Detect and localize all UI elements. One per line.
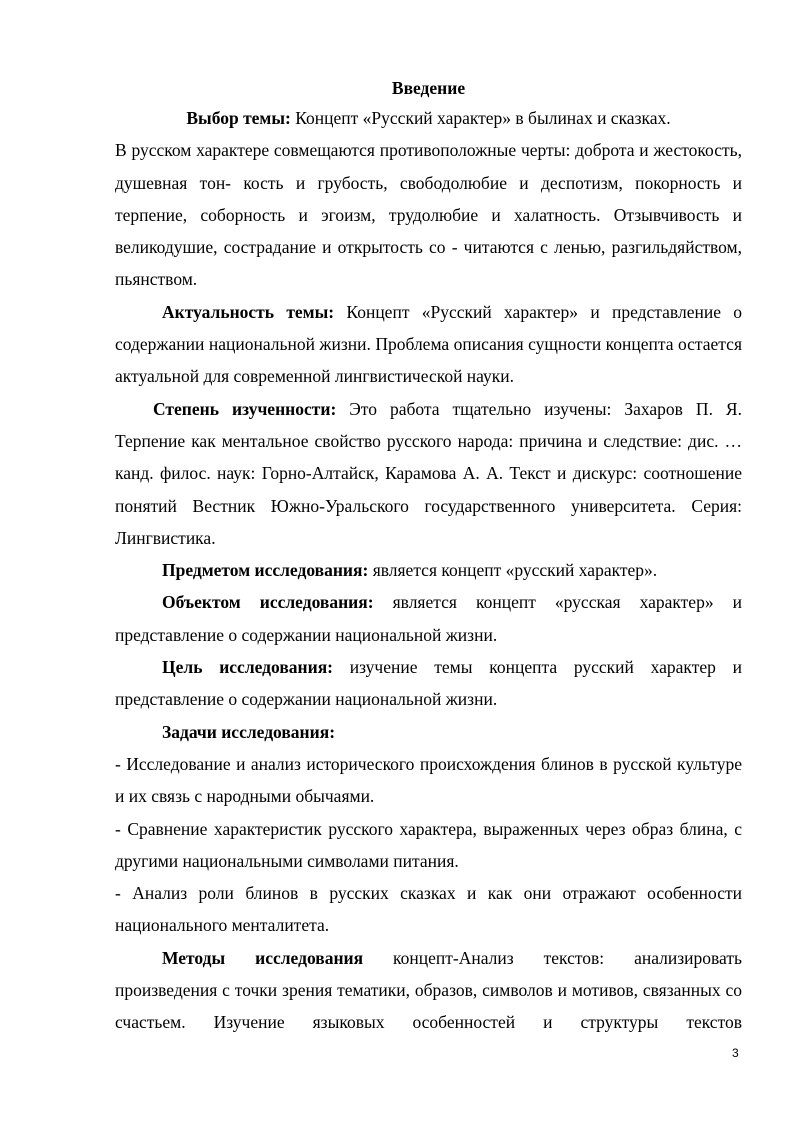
page-number: 3 [732,1046,739,1060]
degree-text: Это работа тщательно изучены: Захаров П. Я. Терпение как ментальное свойство русского народа: причина и следствие: дис. … канд. филос. наук: Горно-Алтайск, Карамова А. А. Текст и дискурс: соотношение понятий Вестник Южно-Уральского государственного университета. Серия: Лингвистика. [115,398,742,548]
tasks-heading [115,716,742,748]
object-paragraph [115,586,742,651]
object-label: Объектом исследования: [162,592,374,613]
topic-text: Концепт «Русский характер» в былинах и сказках. [290,108,671,128]
relevance-label: Актуальность темы: [162,301,335,322]
object-text: является концепт «русская характер» и представление о содержании национальной жизни. [115,592,742,645]
task-item: - Анализ роли блинов в русских сказках и как они отражают особенности национального менталитета. [115,883,742,936]
task-item: - Сравнение характеристик русского характера, выраженных через образ блина, с другими национальными символами питания. [115,818,742,871]
subject-text: является концепт «русский характер». [368,560,658,581]
methods-paragraph [115,942,742,1039]
document-page [115,76,742,1039]
task-item: - Исследование и анализ исторического происхождения блинов в русской культуре и их связь с народными обычаями. [115,753,742,807]
subject-paragraph [115,554,742,586]
topic-label: Выбор темы: [186,108,291,128]
relevance-paragraph [115,296,742,393]
goal-label: Цель исследования: [162,657,334,678]
tasks-label: Задачи исследования: [162,721,336,742]
goal-paragraph [115,651,742,716]
degree-paragraph [115,393,742,554]
page-title: Введение [391,78,466,98]
topic-paragraph [115,102,742,134]
methods-label: Методы исследования [162,947,364,968]
intro-paragraph: В русском характере совмещаются противоположные черты: доброта и жестокость, душевная тон- кость и грубость, свободолюбие и деспотизм, покорность и терпение, соборность и эгоизм, трудолюбие и халатность. Отзывчивость и великодушие, сострадание и открытость со - читаются с ленью, разгильдяйством, пьянством. [115,140,742,290]
relevance-text: Концепт «Русский характер» и представление о содержании национальной жизни. Проблема описания сущности концепта остается актуальной для современной лингвистической науки. [115,301,742,387]
degree-label: Степень изученности: [153,398,337,419]
methods-text: концепт-Анализ текстов: анализировать произведения с точки зрения тематики, образов, символов и мотивов, связанных со счастьем. Изучение языковых особенностей и структуры текстов [115,947,742,1033]
goal-text: изучение темы концепта русский характер и представление о содержании национальной жизни. [115,657,742,710]
subject-label: Предметом исследования: [162,560,369,581]
